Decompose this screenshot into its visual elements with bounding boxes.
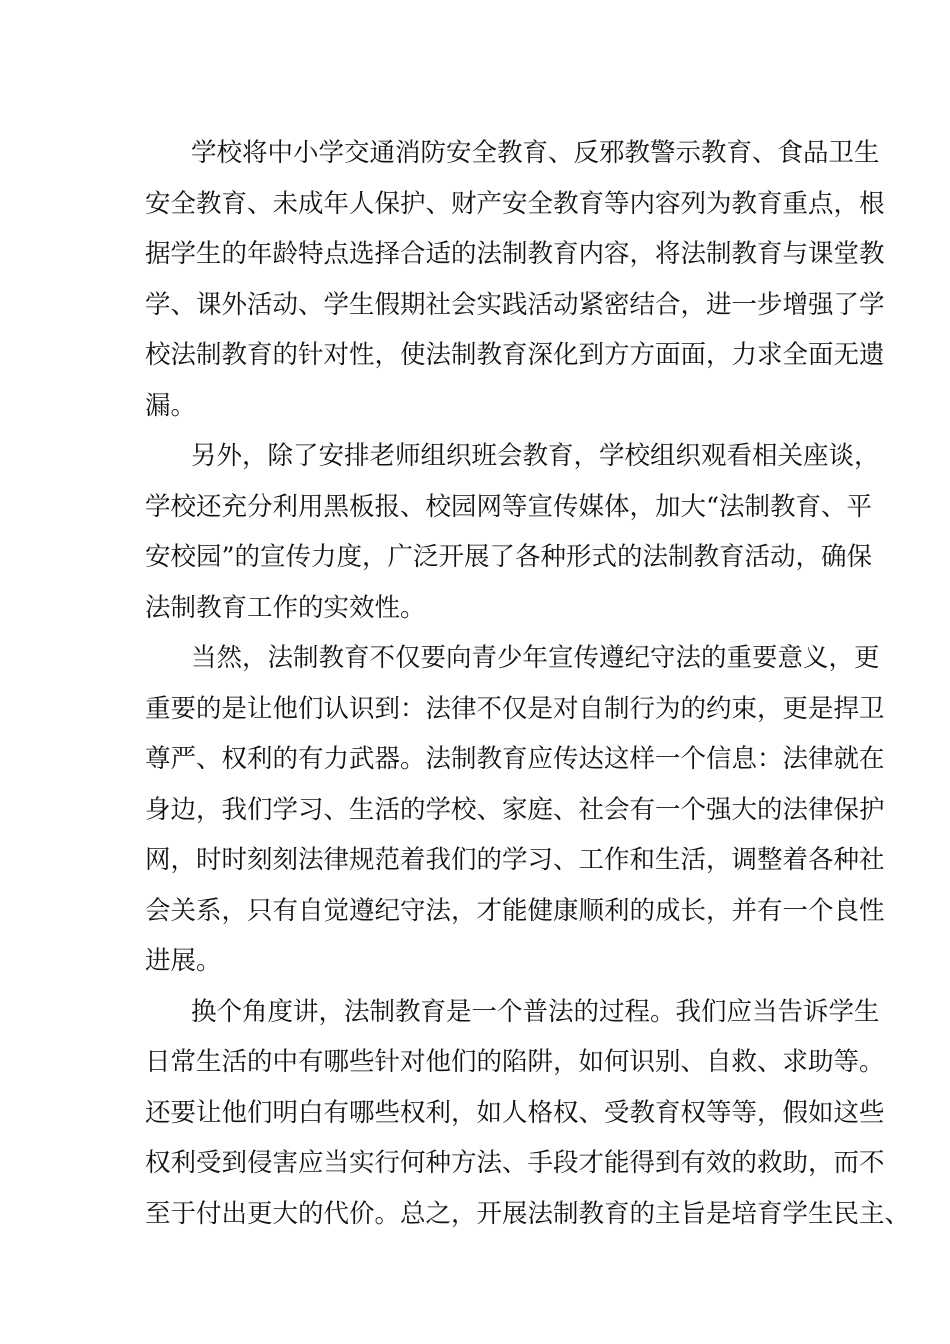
text-line: 网，时时刻刻法律规范着我们的学习、工作和生活，调整着各种社 bbox=[145, 845, 885, 875]
text-line: 尊严、权利的有力武器。法制教育应传达这样一个信息：法律就在 bbox=[145, 744, 885, 774]
text-line: 重要的是让他们认识到：法律不仅是对自制行为的约束，更是捍卫 bbox=[145, 693, 885, 724]
text-line: 另外，除了安排老师组织班会教育，学校组织观看相关座谈， bbox=[191, 441, 880, 471]
text-line: 当然，法制教育不仅要向青少年宣传遵纪守法的重要意义，更 bbox=[191, 643, 880, 673]
text-line: 学校还充分利用黑板报、校园网等宣传媒体，加大“法制教育、平 bbox=[145, 491, 873, 522]
text-line: 身边，我们学习、生活的学校、家庭、社会有一个强大的法律保护 bbox=[145, 794, 885, 825]
paragraph-law-significance bbox=[145, 633, 885, 987]
text-line: 日常生活的中有哪些针对他们的陷阱，如何识别、自救、求助等。 bbox=[145, 1047, 885, 1077]
text-line: 漏。 bbox=[145, 390, 197, 421]
paragraph-law-popularization bbox=[145, 987, 911, 1240]
text-line: 法制教育工作的实效性。 bbox=[145, 592, 426, 623]
paragraph-school-safety-education bbox=[145, 128, 885, 431]
text-line: 权利受到侵害应当实行何种方法、手段才能得到有效的救助，而不 bbox=[145, 1148, 885, 1178]
paragraph-publicity-media bbox=[145, 431, 880, 633]
text-line: 换个角度讲，法制教育是一个普法的过程。我们应当告诉学生 bbox=[191, 996, 880, 1027]
text-line: 会关系，只有自觉遵纪守法，才能健康顺利的成长，并有一个良性 bbox=[145, 895, 885, 926]
text-line: 学校将中小学交通消防安全教育、反邪教警示教育、食品卫生 bbox=[191, 138, 880, 168]
text-line: 据学生的年龄特点选择合适的法制教育内容，将法制教育与课堂教 bbox=[145, 239, 885, 269]
text-line: 进展。 bbox=[145, 946, 222, 976]
text-line: 安校园”的宣传力度，广泛开展了各种形式的法制教育活动，确保 bbox=[145, 542, 873, 572]
text-line: 至于付出更大的代价。总之，开展法制教育的主旨是培育学生民主、 bbox=[145, 1198, 911, 1229]
text-line: 还要让他们明白有哪些权利，如人格权、受教育权等等，假如这些 bbox=[145, 1097, 885, 1128]
document-body bbox=[145, 128, 911, 1239]
text-line: 校法制教育的针对性，使法制教育深化到方方面面，力求全面无遗 bbox=[145, 340, 885, 370]
text-line: 安全教育、未成年人保护、财产安全教育等内容列为教育重点，根 bbox=[145, 188, 885, 219]
text-line: 学、课外活动、学生假期社会实践活动紧密结合，进一步增强了学 bbox=[145, 289, 885, 320]
